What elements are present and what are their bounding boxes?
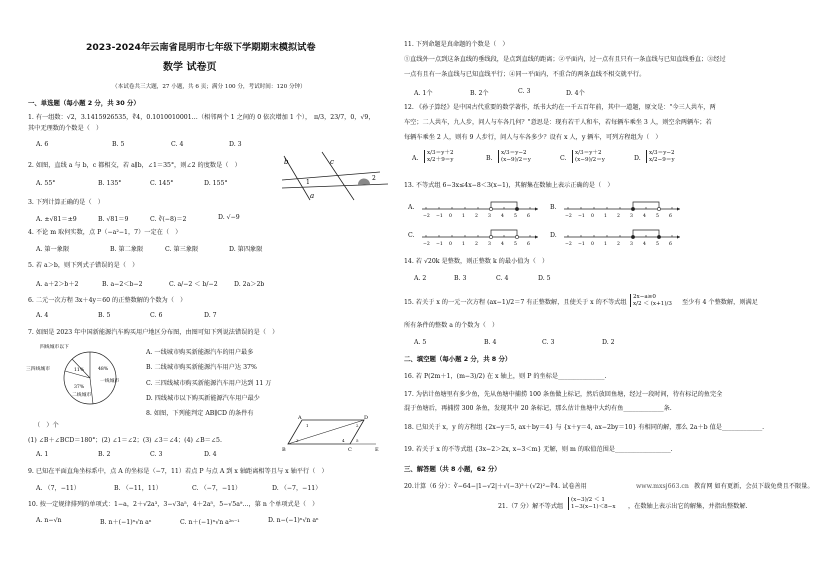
fig2-label-b: b — [284, 158, 289, 166]
pie-label-tier2: 二线城市 — [72, 393, 92, 398]
parallel-lines-figure — [280, 150, 390, 202]
q13-option-letter: A. — [408, 204, 415, 211]
number-line-arrow — [677, 235, 680, 238]
q15-option-a: A. 5 — [414, 339, 427, 346]
q13-option-letter: D. — [550, 232, 557, 239]
number-line-tick-label: −1 — [436, 214, 443, 219]
question-8: 8. 如图，下列能判定 AB∥CD 的条件有 — [146, 410, 254, 417]
fig8-angle-5: 5 — [356, 438, 359, 443]
number-line-tick-label: 0 — [591, 214, 594, 219]
question-9: 9. 已知在平面直角坐标系中，点 A 的坐标是（−7，11）若点 P 与点 A 到 x 轴距离相等且与 x 轴平行（ ） — [28, 468, 328, 475]
closed-endpoint — [515, 207, 518, 210]
open-endpoint — [489, 207, 492, 210]
q3-option-a: A. ±√81＝±9 — [36, 216, 77, 223]
number-line-tick-label: 5 — [656, 242, 659, 247]
q5-option-d: D. 2a＞2b — [234, 281, 265, 288]
q2-option-c: C. 145° — [150, 180, 174, 187]
q5-option-a: A. a＋2＞b＋2 — [36, 281, 79, 288]
question-3: 3. 下列计算正确的是（ ） — [28, 199, 104, 206]
number-line-tick-label: 3 — [630, 242, 633, 247]
number-line-tick-label: 6 — [527, 242, 530, 247]
parallelogram-figure — [282, 414, 382, 452]
q8-option-b: B. 2 — [98, 451, 111, 458]
q8-option-a: A. 1 — [36, 451, 49, 458]
number-line-tick-label: 2 — [475, 242, 478, 247]
number-line-tick-label: 4 — [501, 242, 504, 247]
number-line-tick-label: 2 — [475, 214, 478, 219]
q12-option-d-system — [646, 150, 675, 163]
question-17-line-1: 17. 为估计鱼塘里有多少鱼，先从鱼塘中捕捞 100 条鱼做上标记，然后放回鱼塘，经过一段时间，待有标记的鱼完全 — [404, 391, 723, 398]
q11-option-a: A. 1个 — [414, 90, 433, 97]
q14-option-a: A. 2 — [414, 275, 427, 282]
number-line-tick-label: 1 — [462, 242, 465, 247]
q12-a-eq1: x/3＝y＋2 — [427, 150, 454, 156]
q5-option-c: C. a/−2 ＜ b/−2 — [169, 281, 218, 288]
question-8-paren: （ ）个 — [34, 422, 59, 429]
q2-option-a: A. 55° — [36, 180, 56, 187]
number-line-tick-label: −1 — [436, 242, 443, 247]
open-endpoint — [515, 235, 518, 238]
q11-option-b: B. 2个 — [470, 90, 489, 97]
q12-d-eq2: x/2−9＝y — [649, 156, 675, 163]
section-heading-3: 三、解答题（共 8 小题，62 分） — [404, 465, 501, 473]
fig2-label-c: c — [330, 158, 334, 166]
number-line-tick-label: −1 — [578, 214, 585, 219]
question-15-tail: 至少有 4 个整数解，则满足 — [682, 299, 758, 306]
q6-option-d: D. 7 — [204, 312, 217, 319]
number-line — [420, 226, 545, 248]
closed-endpoint — [657, 235, 660, 238]
q13-option-letter: C. — [408, 232, 415, 239]
q15-system — [630, 294, 672, 307]
q4-option-a: A. 第一象限 — [36, 246, 70, 253]
number-line-tick-label: 5 — [514, 242, 517, 247]
question-4: 4. 不论 m 取何实数，点 P（−a²−1，7）一定在（ ） — [28, 229, 182, 236]
fig8-label-d: D — [364, 415, 369, 421]
section-heading-2: 二、填空题（每小题 2 分，共 8 分） — [404, 355, 512, 363]
q15-sys-eq2: x/2 ＜ (x+1)/3 — [633, 300, 672, 307]
q5-option-b: B. a−2＜b−2 — [102, 281, 143, 288]
q12-option-a-letter: A. — [412, 155, 419, 162]
q21-sys-eq1: (x−3)/2 ＜ 1 — [571, 497, 605, 503]
q12-c-eq1: x/3＝y＋2 — [575, 150, 602, 156]
q4-option-d: D. 第四象限 — [229, 246, 263, 253]
q15-option-b: B. 4 — [484, 339, 497, 346]
question-8-conditions: (1) ∠B＋∠BCD＝180°；(2) ∠1＝∠2；(3) ∠3＝∠4；(4) ∠B＝∠5. — [28, 437, 222, 444]
number-line-tick-label: 0 — [591, 242, 594, 247]
pie-label-37pct: 37% — [74, 385, 85, 390]
q12-a-eq2: x/2＋9＝y — [427, 156, 454, 163]
q1-option-a: A. 6 — [36, 141, 49, 148]
fig8-angle-4: 4 — [342, 438, 345, 443]
q12-option-b-letter: B. — [486, 155, 493, 162]
q12-option-d-letter: D. — [634, 155, 641, 162]
q3-option-b: B. √81＝9 — [98, 216, 129, 223]
number-line-tick-label: 0 — [449, 214, 452, 219]
q3-option-c: C. ∛(−8)＝2 — [150, 216, 187, 223]
exam-note: （本试卷共三大题，27 小题，共 6 页；满分 100 分，考试时间：120 分钟） — [112, 84, 306, 90]
question-14: 14. 若 √20k 是整数，则正整数 k 的最小值为（ ） — [404, 258, 549, 265]
number-line-tick-label: 2 — [617, 242, 620, 247]
question-2: 2. 如图，直线 a 与 b，c 都相交，若 a∥b，∠1＝35°，则∠2 的度数是（ ） — [28, 162, 241, 169]
number-line-tick-label: 3 — [488, 242, 491, 247]
question-12-line-1: 12. 《孙子算经》是中国古代重要的数学著作，纸书大约在一千五百年前，其中一道题，原文是："今三人共车，两 — [404, 104, 716, 111]
number-line — [562, 226, 687, 248]
fig8-label-a: A — [298, 415, 302, 421]
fig8-angle-1: 1 — [306, 423, 309, 428]
closed-endpoint — [631, 207, 634, 210]
q2-option-b: B. 135° — [98, 180, 122, 187]
fig2-label-a: a — [310, 192, 315, 200]
q8-option-d: D. 4 — [204, 451, 217, 458]
q12-b-eq1: x/3＝y−2 — [501, 150, 527, 156]
fig8-angle-3: 3 — [296, 438, 299, 443]
q21-system — [568, 497, 616, 510]
question-11: 11. 下列命题是真命题的个数是（ ） — [404, 41, 509, 48]
pie-label-48pct: 48% — [98, 367, 109, 372]
question-1-tail: 其中无理数的个数是（ ） — [28, 125, 103, 132]
page-title: 2023-2024年云南省昆明市七年级下学期期末模拟试卷 — [86, 42, 316, 53]
q6-option-a: A. 4 — [36, 312, 49, 319]
section-heading-1: 一、单选题（每小题 2 分，共 30 分） — [28, 99, 140, 107]
number-line-arrow — [677, 207, 680, 210]
question-20-tail: 教育网 如有更新，会员下载免费且不限量。 — [694, 483, 814, 490]
number-line-tick-label: 4 — [501, 214, 504, 219]
number-line-tick-label: 6 — [669, 242, 672, 247]
q7-option-d: D. 四线城市以下购买新能源汽车用户最少 — [146, 395, 260, 402]
number-line-tick-label: 3 — [630, 214, 633, 219]
number-line-tick-label: −2 — [565, 214, 572, 219]
q21-sys-eq2: 1−3(x−1)＜8−x — [571, 503, 616, 510]
number-line-tick-label: −2 — [565, 242, 572, 247]
q14-option-d: D. 5 — [538, 275, 551, 282]
number-line-tick-label: 0 — [449, 242, 452, 247]
q10-option-b: B. n＋(−1)ⁿ√n aⁿ — [100, 519, 152, 526]
number-line-tick-label: 2 — [617, 214, 620, 219]
q12-option-b-system — [498, 150, 531, 163]
number-line-tick-label: 1 — [462, 214, 465, 219]
number-line-tick-label: −2 — [423, 214, 430, 219]
number-line-tick-label: 1 — [604, 214, 607, 219]
q6-option-c: C. 6 — [150, 312, 163, 319]
number-line-tick-label: 1 — [604, 242, 607, 247]
q4-option-c: C. 第三象限 — [165, 246, 199, 253]
q7-option-c: C. 三四线城市购买新能源汽车用户达到 11 万 — [146, 380, 272, 387]
number-line-tick-label: 6 — [669, 214, 672, 219]
pie-label-11pct: 11% — [74, 368, 85, 373]
q15-option-c: C. 3 — [542, 339, 555, 346]
question-13: 13. 不等式组 6−3x≤4x−8＜3(x−1)，其解集在数轴上表示正确的是（ ） — [404, 182, 614, 189]
question-6: 6. 二元一次方程 3x＋4y＝60 的正整数解的个数为（ ） — [28, 297, 187, 304]
q12-d-eq1: x/3＝y−2 — [649, 150, 675, 156]
q9-option-a: A. （7，−11） — [36, 485, 80, 492]
closed-endpoint — [631, 235, 634, 238]
number-line-tick-label: 5 — [656, 214, 659, 219]
q12-option-a-system — [424, 150, 454, 163]
q10-option-a: A. n−√n — [36, 517, 62, 524]
question-10: 10. 按一定规律排列的单项式：1−a，2＋√2a³，3−√3a⁵，4＋2a⁵，5−√5a⁹…，第 n 个单项式是（ ） — [28, 501, 319, 508]
number-line — [420, 198, 545, 220]
q1-option-c: C. 4 — [171, 141, 184, 148]
q2-option-d: D. 155° — [204, 180, 228, 187]
fig8-label-b: B — [282, 447, 286, 453]
q14-option-c: C. 4 — [496, 275, 509, 282]
pie-label-tier1: 一线城市 — [100, 379, 120, 384]
number-line-arrow — [535, 235, 538, 238]
fig8-angle-2: 2 — [356, 423, 359, 428]
q1-option-b: B. 5 — [112, 141, 125, 148]
question-5: 5. 若 a＞b，则下列式子错误的是（ ） — [28, 262, 139, 269]
q7-option-b: B. 二线城市购买新能源汽车用户达 37% — [146, 364, 257, 371]
number-line-arrow — [535, 207, 538, 210]
question-21: 21.（7 分）解不等式组 — [498, 503, 564, 510]
q1-option-d: D. 3 — [229, 141, 242, 148]
q12-b-eq2: (x−9)/2＝y — [501, 156, 531, 163]
open-endpoint — [489, 235, 492, 238]
question-7: 7. 如图是 2023 年中国新能源汽车购买用户地区分布图，由图可知下列说法错误的是（ ） — [28, 329, 279, 336]
q8-option-c: C. 3 — [150, 451, 163, 458]
q6-option-b: B. 5 — [98, 312, 111, 319]
question-15: 15. 若关于 x 的一元一次方程 (ax−1)/2＝7 有正整数解，且使关于 x 的不等式组 — [404, 299, 627, 306]
q10-option-d: D. n−(−1)ⁿ√n aⁿ — [268, 517, 319, 524]
pie-label-below-4th: 四线城市以下 — [40, 345, 69, 350]
q12-c-eq2: (x−9)/2＝y — [575, 156, 605, 163]
question-20: 20.计算（6 分）：∛−64−|1−√2|＋√(−3)²＋(√2)²−∜4. 试卷善用 — [404, 483, 587, 490]
question-12-line-3: 每辆车乘坐 2 人，则有 9 人步行，问人与车各多少？设有 x 人，y 辆车，可列方程组为（ ） — [404, 134, 662, 141]
number-line-tick-label: −1 — [578, 242, 585, 247]
q4-option-b: B. 第二象限 — [110, 246, 144, 253]
q11-option-d: D. 4个 — [566, 90, 585, 97]
question-16: 16. 若 P(2m＋1，(m−3)/2) 在 x 轴上，则 P 的坐标是_______________. — [404, 373, 607, 380]
q12-option-c-letter: C. — [560, 155, 567, 162]
q14-option-b: B. 3 — [454, 275, 467, 282]
pie-chart-figure — [26, 344, 144, 406]
number-line-tick-label: 4 — [643, 214, 646, 219]
q15-option-d: D. 2 — [602, 339, 615, 346]
number-line — [562, 198, 687, 220]
question-21-tail: ，在数轴上表示出它的解集，并指出整数解. — [628, 503, 748, 510]
question-17-line-2: 混于鱼塘后，再捕捞 300 条鱼，发现其中 20 条标记，那么估计鱼塘中大约有鱼_____________条. — [404, 405, 672, 412]
question-11-line-2: 一点有且有一条直线与已知直线平行；④同一平面内，不重合的两条直线不相交就平行。 — [404, 71, 646, 78]
q10-option-c: C. n＋(−1)ⁿ√n a²ⁿ⁻¹ — [180, 519, 240, 526]
fig8-label-e: E — [375, 447, 379, 453]
fig2-label-2: 2 — [372, 175, 376, 182]
q15-sys-eq1: 2x−a≥0 — [633, 294, 656, 300]
question-19: 19. 若关于 x 的不等式组 {3x−2＞2x, x−3＜m} 无解，则 m 的取值范围是__________________. — [404, 446, 673, 453]
open-endpoint — [657, 207, 660, 210]
q9-option-d: D. （−7，−11） — [272, 485, 322, 492]
number-line-tick-label: 3 — [488, 214, 491, 219]
question-18: 18. 已知关于 x，y 的方程组 {2x−y＝5, ax＋by＝4} 与 {x＋y＝4, ax−2by＝10} 有相同的解，那么 2a＋b 值是_____________. — [404, 424, 765, 431]
page-subtitle: 数学 试卷页 — [163, 62, 217, 73]
q7-option-a: A. 一线城市购买新能源汽车的用户最多 — [146, 349, 254, 356]
question-15-line-2: 所有条件的整数 a 的个数为（ ） — [404, 322, 499, 329]
q13-option-letter: B. — [550, 204, 557, 211]
q9-option-c: C. （−7，−11） — [192, 485, 242, 492]
number-line-tick-label: 4 — [643, 242, 646, 247]
question-1: 1. 有一组数：√2，3.1415926535，∜4，0.1010010001…（相邻两个 1 之间的 0 依次增加 1 个）， — [28, 114, 312, 121]
question-11-line-1: ①直线外一点到这条直线的垂线段，是点到直线的距离；②平面内，过一点有且只有一条直线与已知直线垂直；③经过 — [404, 56, 726, 63]
watermark-url: www.mxsj663.cn — [636, 483, 689, 490]
question-1-fractions: π/3，23/7，0，√9， — [314, 114, 375, 121]
q11-option-c: C. 3 — [518, 88, 531, 95]
q9-option-b: B. （−11，11） — [114, 485, 162, 492]
fig8-label-c: C — [348, 447, 352, 453]
q12-option-c-system — [572, 150, 605, 163]
q3-option-d: D. √−9 — [218, 214, 240, 221]
fig2-label-1: 1 — [306, 179, 310, 186]
number-line-tick-label: 5 — [514, 214, 517, 219]
number-line-tick-label: −2 — [423, 242, 430, 247]
question-12-line-2: 车空；二人共车，九人步，问人与车各几何？"意思是：现有若干人和车，若每辆车乘坐 3 人，则空余两辆车；若 — [404, 119, 712, 126]
number-line-tick-label: 6 — [527, 214, 530, 219]
pie-label-3rd4th: 三四线城市 — [26, 367, 50, 372]
